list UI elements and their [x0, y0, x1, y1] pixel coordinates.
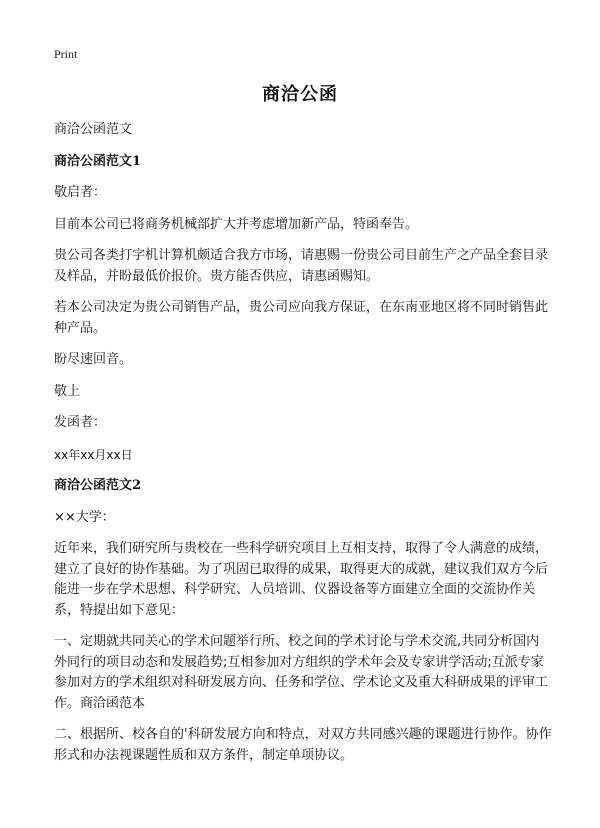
page-title: 商洽公函: [262, 84, 338, 105]
sample2-heading: 商洽公函范文2: [54, 478, 142, 493]
print-label: Print: [54, 47, 78, 61]
sample1-sender: 发函者：: [54, 415, 107, 430]
sample1-paragraph: 贵公司各类打字机计算机颇适合我方市场，请惠赐一份贵公司目前生产之产品全套目录及样品，并盼最低价报价。贵方能否供应，请惠函赐知。: [54, 248, 549, 284]
sample2-salutation: ××大学：: [54, 509, 115, 525]
sample2-paragraph: 近年来，我们研究所与贵校在一些科学研究项目上互相支持，取得了令人满意的成绩，建立了良好的协作基础。为了巩固已取得的成果，取得更大的成就，建议我们双方今后能进一步在学术思想、科学研究、人员培训、仪器设备等方面建立全面的交流协作关系，特提出如下意见：: [54, 541, 549, 618]
sample1-paragraph: 若本公司决定为贵公司销售产品，贵公司应向我方保证，在东南亚地区将不同时销售此种产品。: [54, 300, 549, 336]
sample1-closing: 敬上: [54, 383, 81, 399]
sample1-heading: 商洽公函范文1: [54, 153, 142, 169]
intro-text: 商洽公函范文: [54, 122, 133, 137]
sample2-paragraph: 一、定期就共同关心的学术问题举行所、校之间的学术讨论与学术交流,共同分析国内外同行的项目动态和发展趋势;互相参加对方组织的学术年会及专家讲学活动;互派专家参加对方的学术组织对科研发展方向、任务和学位、学术论文及重大科研成果的评审工作。商洽函范本: [54, 634, 549, 711]
sample1-date: xx年xx月xx日: [54, 447, 133, 462]
sample1-paragraph: 目前本公司已将商务机械部扩大并考虑增加新产品，特函奉告。: [54, 216, 419, 232]
sample2-paragraph: 二、根据所、校各自的'科研发展方向和特点，对双方共同感兴趣的课题进行协作。协作形式和办法视课题性质和双方条件，制定单项协议。: [54, 727, 552, 763]
sample1-paragraph: 盼尽速回音。: [54, 352, 133, 367]
document-body: [54, 120, 552, 777]
sample1-salutation: 敬启者：: [54, 185, 107, 200]
